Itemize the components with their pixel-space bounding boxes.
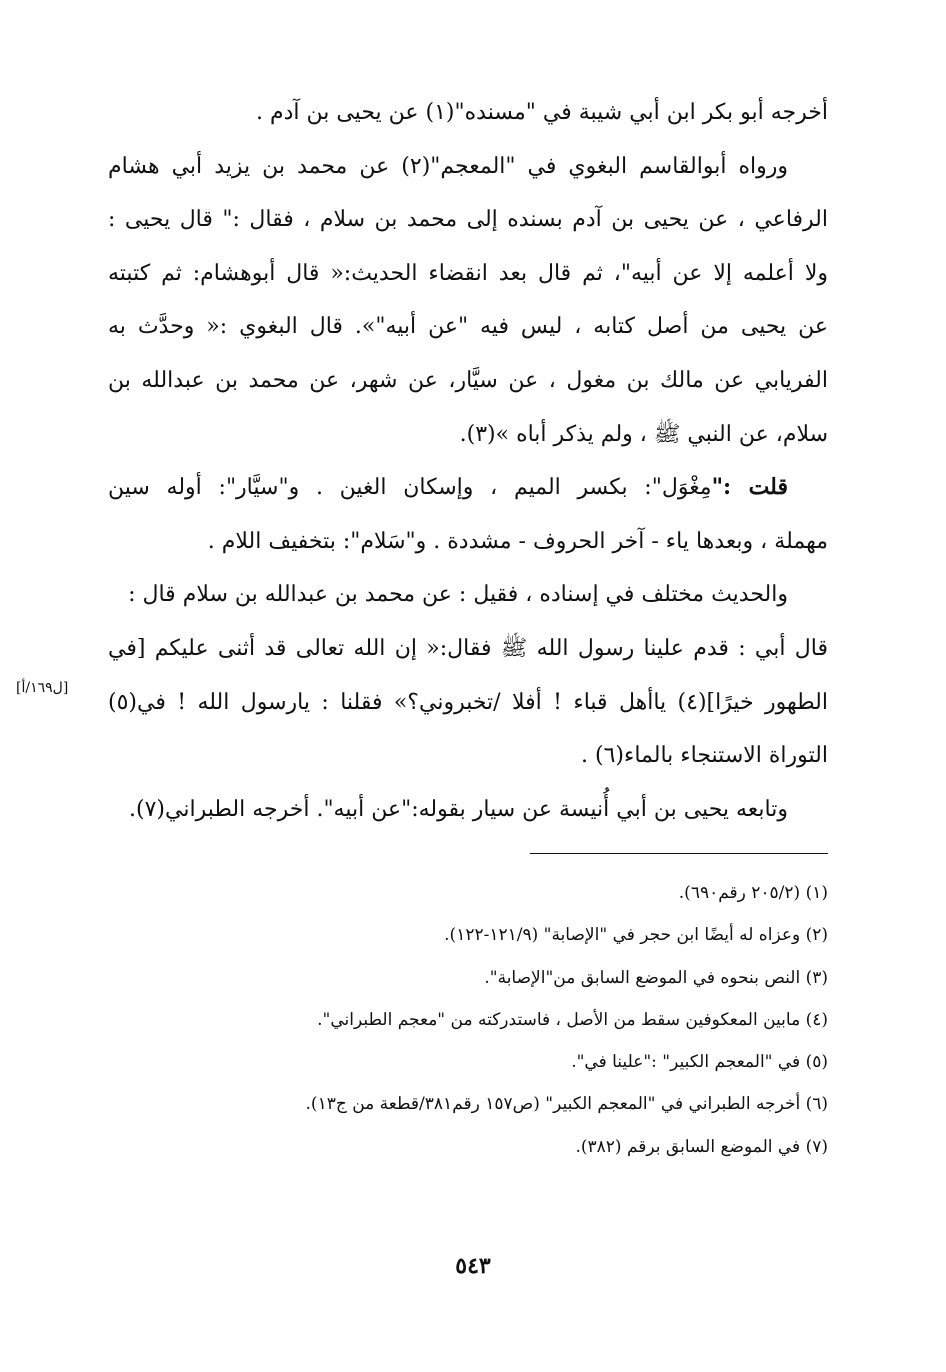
- text-line-5: عن يحيى من أصل كتابه ، ليس فيه "عن أبيه"». قال البغوي :« وحدَّث به: [108, 314, 828, 340]
- main-text: [108, 86, 828, 836]
- text-line-4: ولا أعلمه إلا عن أبيه"، ثم قال بعد انقضاء الحديث:« قال أبوهشام: ثم كتبته: [108, 260, 828, 286]
- footnote-4: (٤) مابين المعكوفين سقط من الأصل ، فاستدركته من "معجم الطبراني".: [317, 1009, 828, 1030]
- text-line-7: سلام، عن النبي ﷺ ، ولم يذكر أباه »(٣).: [459, 421, 828, 447]
- text-line-8: [108, 461, 828, 515]
- text-line-12: الطهور خيرًا](٤) ياأهل قباء ! أفلا /تخبروني؟» فقلنا : يارسول الله ! في(٥): [108, 689, 828, 715]
- qult-label: قلت :": [711, 474, 788, 501]
- footnotes: [200, 872, 828, 1168]
- manuscript-folio-note: [ل١٦٩/أ]: [16, 680, 69, 696]
- footnote-6: (٦) أخرجه الطبراني في "المعجم الكبير" (ص١٥٧ رقم٣٨١/قطعة من ج١٣).: [305, 1094, 828, 1115]
- text-line-3: الرفاعي ، عن يحيى بن آدم بسنده إلى محمد بن سلام ، فقال :" قال يحيى :: [108, 207, 828, 233]
- footnote-separator: [530, 853, 828, 854]
- text-line-9: مهملة ، وبعدها ياء - آخر الحروف - مشددة . و"سَلام": بتخفيف اللام .: [207, 528, 828, 554]
- footnote-3: (٣) النص بنحوه في الموضع السابق من"الإصابة".: [484, 967, 828, 988]
- text-line-1: أخرجه أبو بكر ابن أبي شيبة في "مسنده"(١) عن يحيى بن آدم .: [255, 100, 828, 125]
- text-line-6: الفريابي عن مالك بن مغول ، عن سيَّار، عن شهر، عن محمد بن عبدالله بن: [108, 367, 828, 393]
- footnote-5: (٥) في "المعجم الكبير" :"علينا في".: [571, 1052, 828, 1073]
- page-number: ٥٤٣: [455, 1253, 491, 1279]
- text-line-14: وتابعه يحيى بن أبي أُنيسة عن سيار بقوله:"عن أبيه". أخرجه الطبراني(٧).: [129, 796, 788, 822]
- text-line-13: التوراة الاستنجاء بالماء(٦) .: [581, 743, 828, 769]
- qult-text: مِغْوَل": بكسر الميم ، وإسكان الغين . و"سيَّار": أوله سين: [108, 475, 712, 501]
- footnote-1: (١) (٢٠٥/٢ رقم٦٩٠).: [678, 883, 828, 903]
- footnote-2: (٢) وعزاه له أيضًا ابن حجر في "الإصابة" (١٢١/٩-١٢٢).: [444, 925, 828, 946]
- text-line-2: ورواه أبوالقاسم البغوي في "المعجم"(٢) عن محمد بن يزيد أبي هشام: [108, 153, 788, 179]
- text-line-10: والحديث مختلف في إسناده ، فقيل : عن محمد بن عبدالله بن سلام قال :: [128, 582, 788, 608]
- footnote-7: (٧) في الموضع السابق برقم (٣٨٢).: [575, 1136, 828, 1157]
- text-line-11: قال أبي : قدم علينا رسول الله ﷺ فقال:« إن الله تعالى قد أثنى عليكم [في: [108, 635, 828, 661]
